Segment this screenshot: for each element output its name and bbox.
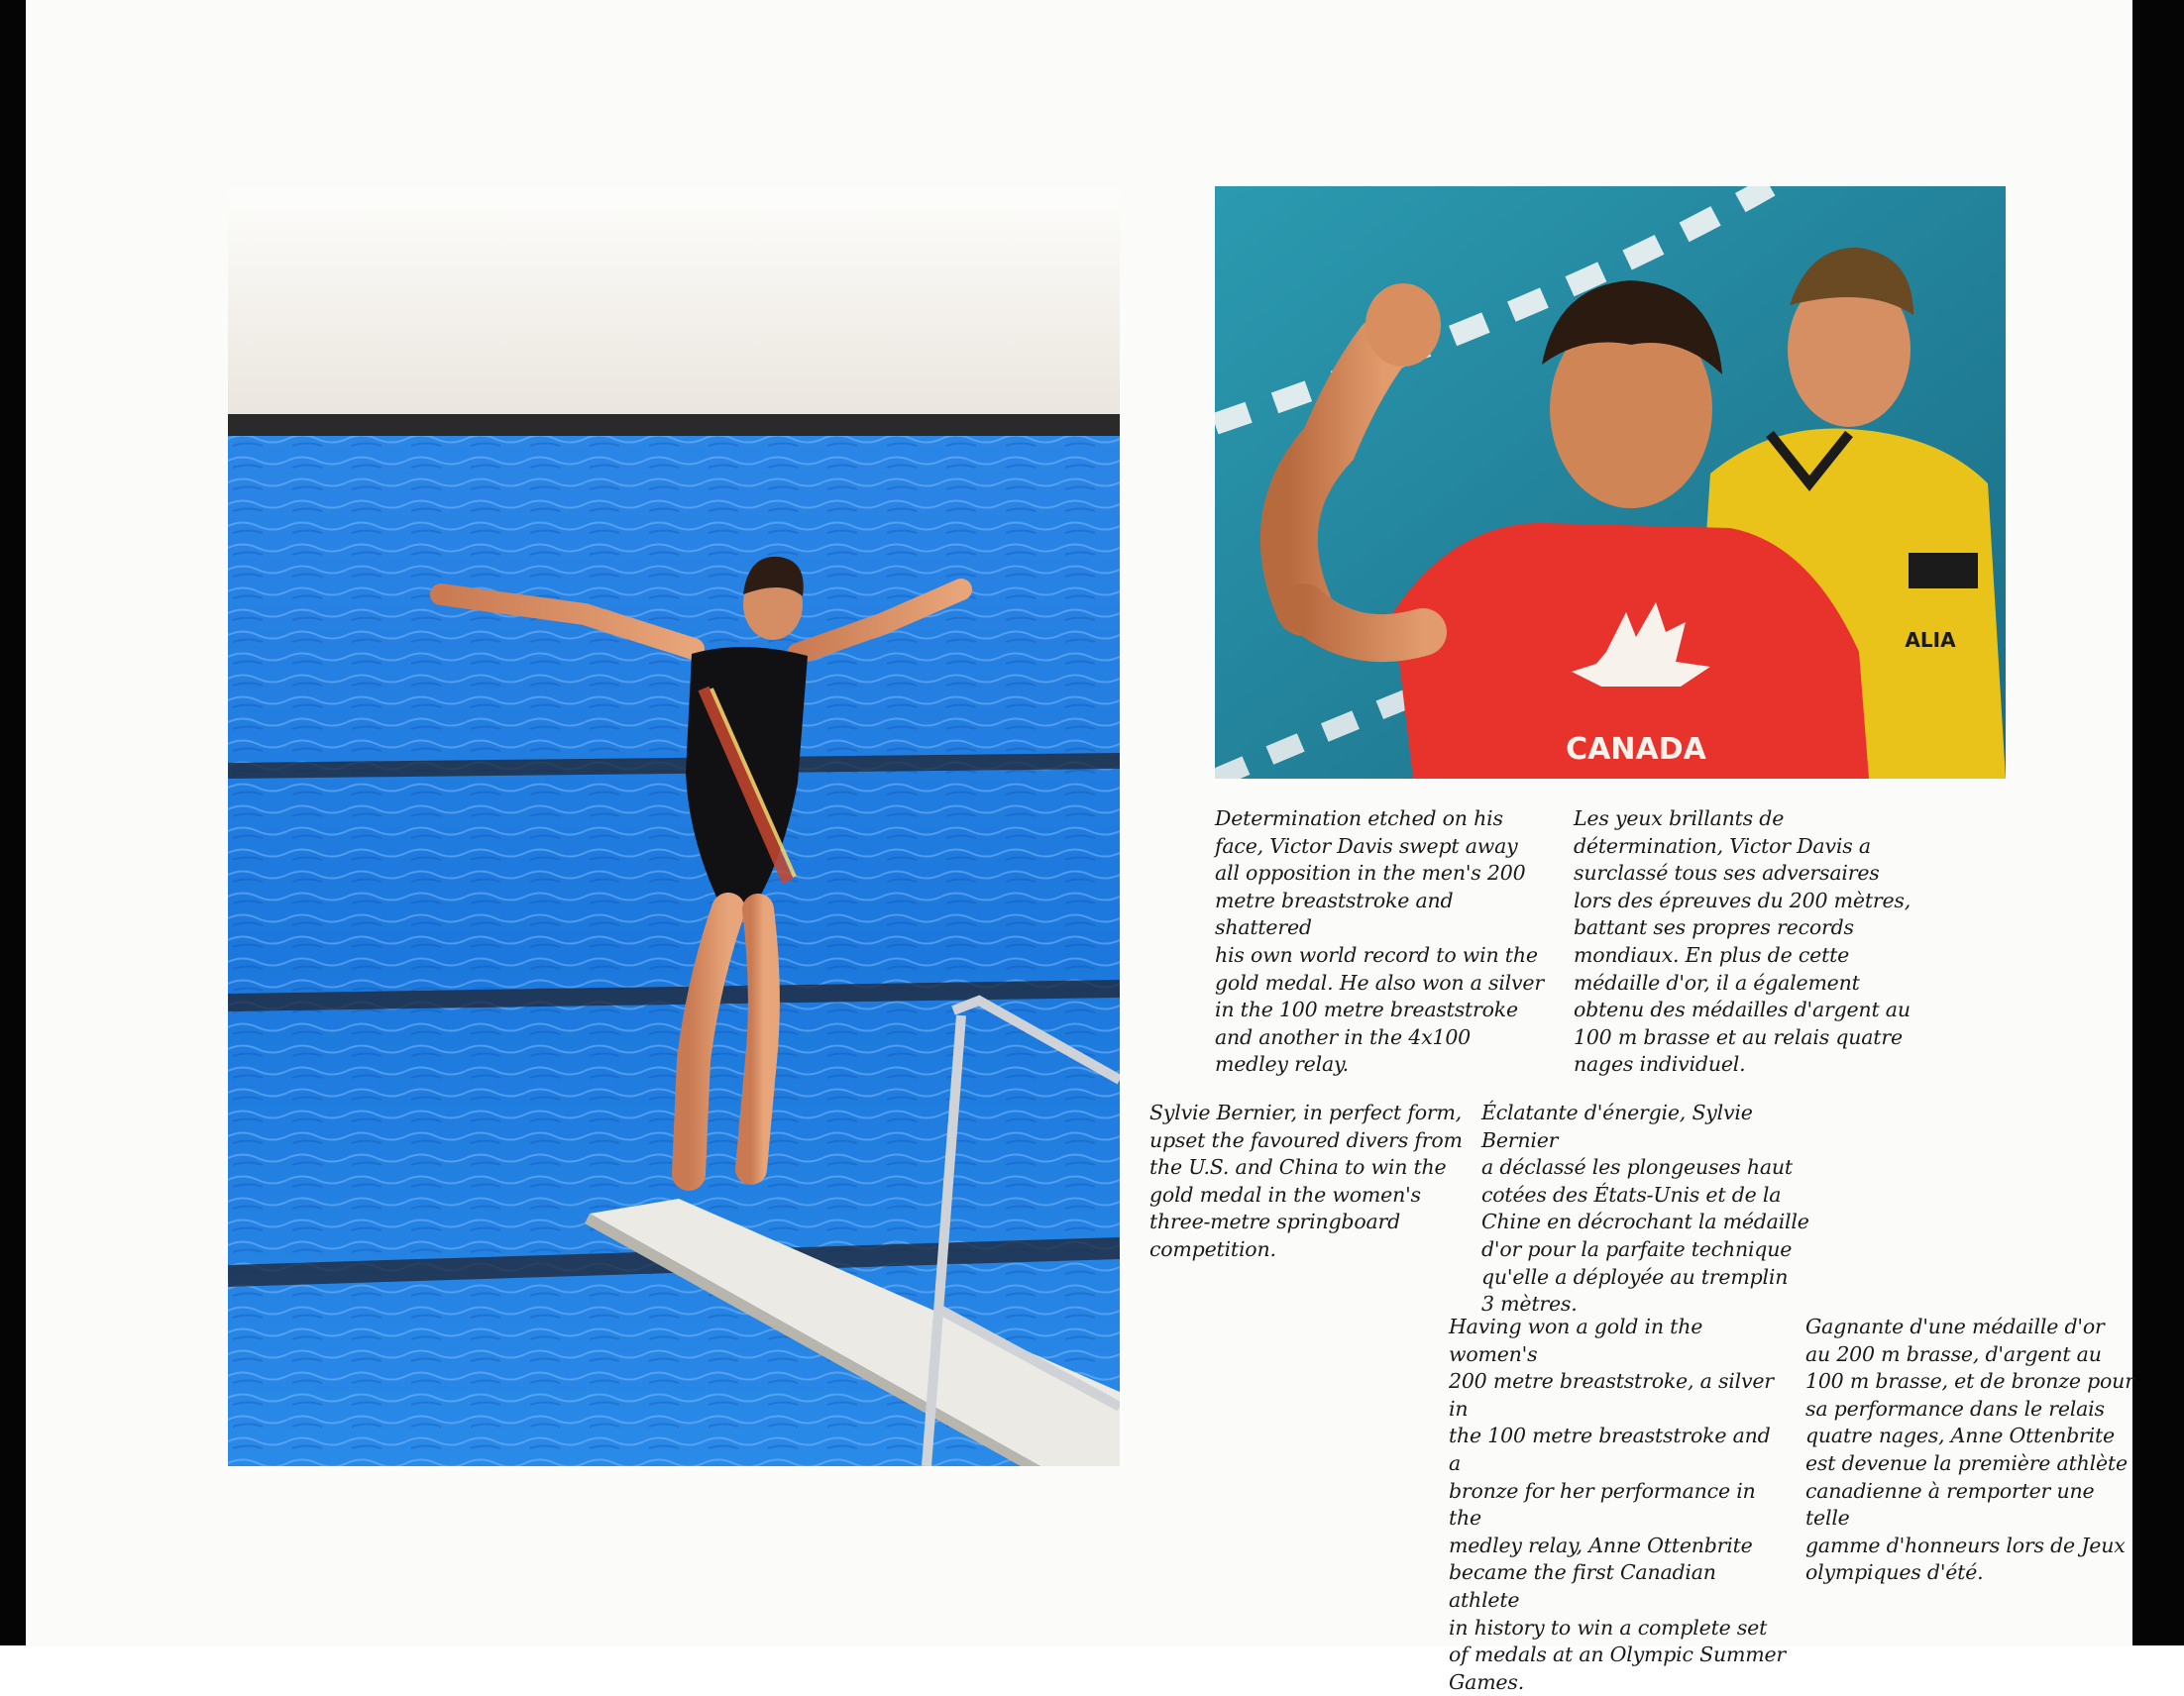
diver-photo xyxy=(228,188,1120,1466)
jacket-text: ALIA xyxy=(1905,628,1956,652)
diver-photo-illustration xyxy=(228,188,1120,1466)
victor-davis-photo-illustration xyxy=(1215,186,2006,779)
victor-davis-photo xyxy=(1215,186,2006,779)
sylvie-bernier-caption-english: Sylvie Bernier, in perfect form, upset the favoured divers from the U.S. and China to win the gold medal in the women's three-metre springboard competition. xyxy=(1149,1101,1463,1261)
anne-ottenbrite-caption-english: Having won a gold in the women's 200 metre breaststroke, a silver in the 100 metre breaststroke and a bronze for her performance in the medley relay, Anne Ottenbrite became the first Canadian athlete in history to win a complete set of medals at an Olympic Summer Games. xyxy=(1449,1315,1786,1694)
scan-border-left xyxy=(0,0,26,1645)
sylvie-bernier-caption-french: Éclatante d'énergie, Sylvie Bernier a déclassé les plongeuses haut cotées des États-Unis et de la Chine en décrochant la médaille d'or pour la parfaite technique qu'elle a déployée au tremplin 3 mètres. xyxy=(1481,1101,1809,1317)
shirt-text: CANADA xyxy=(1566,732,1706,767)
anne-ottenbrite-caption-french: Gagnante d'une médaille d'or au 200 m brasse, d'argent au 100 m brasse, et de bronze pour sa performance dans le relais quatre nages, Anne Ottenbrite est devenue la première athlète canadienne à remporter une telle gamme d'honneurs lors de Jeux olympiques d'été. xyxy=(1805,1315,2134,1585)
victor-davis-caption-french: Les yeux brillants de détermination, Victor Davis a surclassé tous ses adversaires lors des épreuves du 200 mètres, battant ses propres records mondiaux. En plus de cette médaille d'or, il a également obtenu des médailles d'argent au 100 m brasse et au relais quatre nages individuel. xyxy=(1574,806,1911,1077)
victor-davis-caption-english: Determination etched on his face, Victor Davis swept away all opposition in the men's 200 metre breaststroke and shattered his own world record to win the gold medal. He also won a silver in the 100 metre breaststroke and another in the 4x100 medley relay. xyxy=(1215,806,1544,1077)
